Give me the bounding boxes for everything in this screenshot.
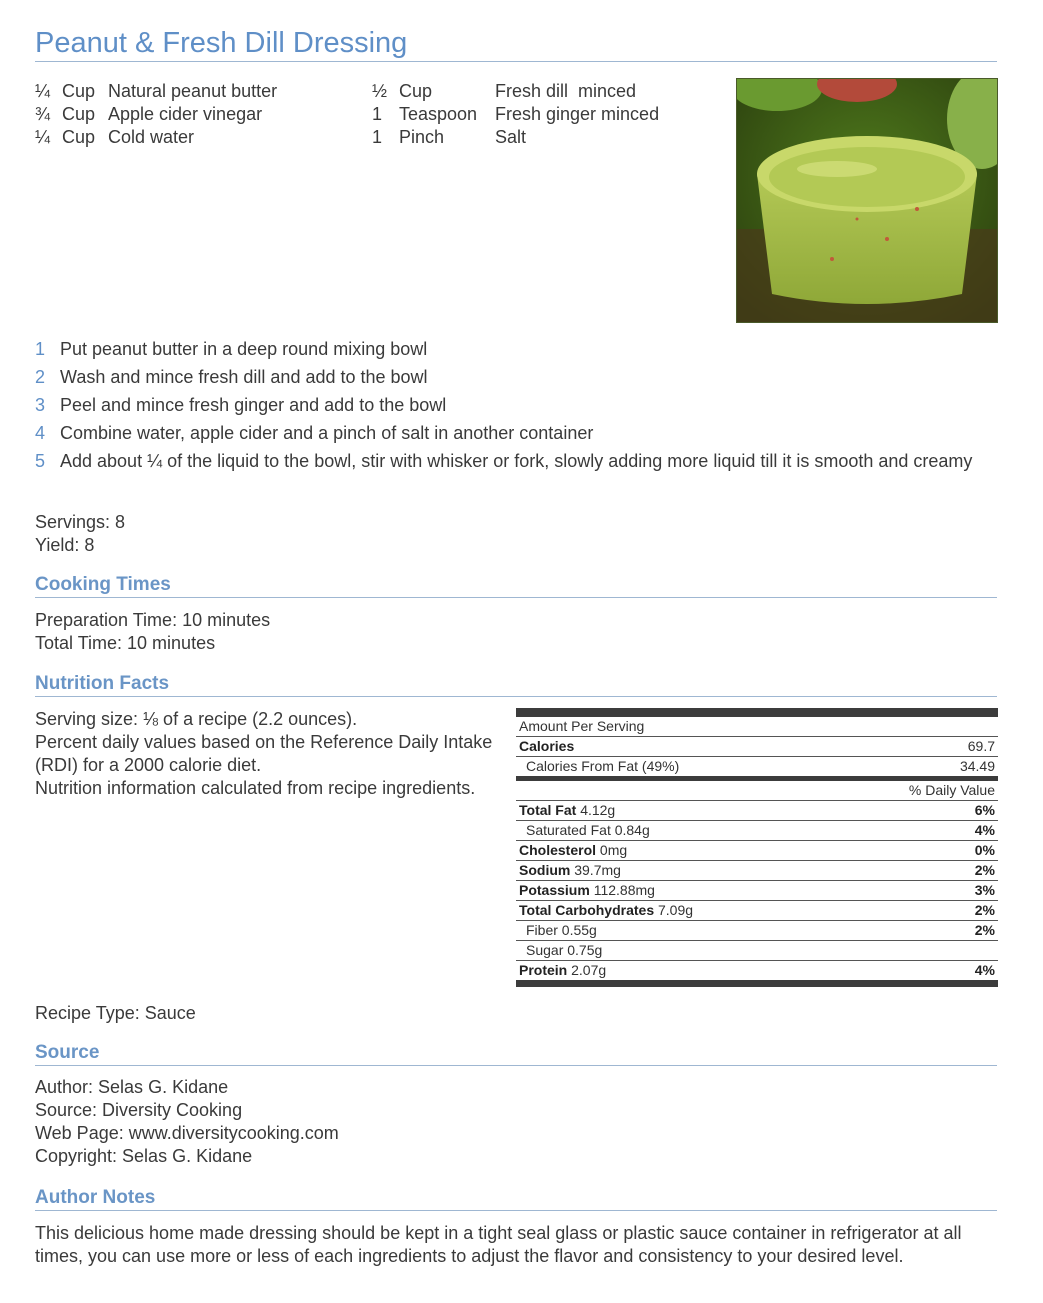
source-copyright: Copyright: Selas G. Kidane [35,1146,253,1166]
cooking-times-heading: Cooking Times [35,573,997,598]
nutrient-name: Sodium [519,862,571,878]
nutrient-name: Fiber [526,922,558,938]
daily-value-header-row [516,781,998,801]
prep-time: Preparation Time: 10 minutes [35,610,271,630]
serving-size: Serving size: ⅛ of a recipe (2.2 ounces). [35,709,358,729]
ingredient-row [35,80,277,103]
nutrient-amount: 112.88mg [593,882,655,898]
author-notes-heading: Author Notes [35,1186,997,1211]
instructions-list [35,338,995,478]
dressing-cup-image [737,79,997,322]
nutrition-heading: Nutrition Facts [35,672,997,697]
nutrient-label [519,821,650,840]
nutrient-row [516,861,998,881]
daily-value-header: % Daily Value [908,782,995,798]
nutrient-row [516,961,998,980]
nutrient-amount: 0.84g [614,822,650,838]
source-heading: Source [35,1041,997,1066]
nutrient-row [516,901,998,921]
nutrient-label [519,881,655,900]
nutrient-name: Total Fat [519,802,577,818]
source-name: Source: Diversity Cooking [35,1100,243,1120]
step-number: 4 [35,423,46,443]
calories-fat-label: Calories From Fat (49%) [526,758,680,774]
nutrient-daily-value: 2% [974,862,995,878]
nutrient-amount: 0mg [599,842,628,858]
calories-row [516,737,998,757]
nutrient-row [516,801,998,821]
calories-value: 69.7 [967,738,995,754]
nutrient-row [516,881,998,901]
ingredient-row [35,103,277,126]
nutrient-name: Saturated Fat [526,822,611,838]
calories-label: Calories [519,738,575,754]
nutrient-amount: 0.55g [561,922,597,938]
step-text: Add about ¼ of the liquid to the bowl, stir with whisker or fork, slowly adding more liquid till it is smooth and creamy [60,451,973,471]
amount-per-serving-row [516,717,998,737]
nutrient-daily-value: 0% [974,842,995,858]
ingredient-unit: Teaspoon [399,104,478,124]
step-number: 3 [35,395,46,415]
nutrition-notes [35,708,505,800]
ingredients-left [35,80,277,149]
step-text: Combine water, apple cider and a pinch of salt in another container [60,423,594,443]
ingredient-unit: Cup [62,81,96,101]
nutrient-name: Potassium [519,882,590,898]
source-web-page[interactable]: Web Page: www.diversitycooking.com [35,1123,339,1143]
instruction-step [35,394,995,416]
source-author: Author: Selas G. Kidane [35,1077,229,1097]
nutrient-name: Cholesterol [519,842,597,858]
ingredient-qty: ¼ [35,127,51,147]
ingredient-row [35,126,277,149]
nutrient-daily-value: 2% [974,922,995,938]
step-text: Put peanut butter in a deep round mixing bowl [60,339,428,359]
percent-note: Percent daily values based on the Reference Daily Intake (RDI) for a 2000 calorie diet. [35,732,493,775]
instruction-step [35,338,995,360]
instruction-step [35,450,995,472]
ingredient-qty: ¾ [35,104,51,124]
nutrient-label [519,961,606,980]
author-notes-text: This delicious home made dressing should be kept in a tight seal glass or plastic sauce container in refrigerator at all times, you can use more or less of each ingredients to adjust the flavor and consistency to your desired level. [35,1223,962,1266]
nutrient-amount: 39.7mg [574,862,621,878]
nutrient-amount: 0.75g [567,942,603,958]
step-number: 2 [35,367,46,387]
nutrient-label [519,841,627,860]
nutrient-name: Total Carbohydrates [519,902,655,918]
nutrient-label [519,861,621,880]
nutrient-label [519,921,597,940]
ingredient-unit: Pinch [399,127,445,147]
ingredient-row [372,126,659,149]
ingredient-item: Fresh dill minced [495,81,637,101]
ingredient-qty: 1 [372,127,383,147]
nutrient-amount: 2.07g [571,962,607,978]
nutrient-daily-value: 2% [974,902,995,918]
calc-note: Nutrition information calculated from recipe ingredients. [35,778,476,798]
recipe-title: Peanut & Fresh Dill Dressing [35,25,997,62]
ingredient-unit: Cup [62,127,96,147]
ingredient-qty: ½ [372,81,388,101]
total-time: Total Time: 10 minutes [35,633,216,653]
calories-fat-value: 34.49 [959,758,995,774]
ingredient-unit: Cup [62,104,96,124]
ingredient-row [372,80,659,103]
nutrient-amount: 4.12g [580,802,616,818]
instruction-step [35,422,995,444]
ingredient-qty: 1 [372,104,383,124]
ingredient-item: Natural peanut butter [108,81,278,101]
calories-fat-row [516,757,998,781]
nutrient-row [516,941,998,961]
nutrient-row [516,821,998,841]
dressing-photo [736,78,998,323]
step-text: Peel and mince fresh ginger and add to the bowl [60,395,447,415]
nutrition-table [516,708,998,987]
nutrient-row [516,841,998,861]
recipe-type: Recipe Type: Sauce [35,1003,196,1023]
nutrient-label [519,941,602,960]
ingredient-unit: Cup [399,81,433,101]
ingredient-item: Cold water [108,127,195,147]
nutrient-daily-value: 4% [974,962,995,978]
ingredients-right [372,80,659,149]
nutrient-name: Sugar [526,942,564,958]
instruction-step [35,366,995,388]
nutrient-label [519,801,615,820]
step-number: 1 [35,339,46,359]
nutrient-amount: 7.09g [658,902,694,918]
ingredient-item: Salt [495,127,527,147]
nutrient-rows [516,801,998,980]
nutrient-daily-value: 3% [974,882,995,898]
ingredient-item: Apple cider vinegar [108,104,263,124]
step-text: Wash and mince fresh dill and add to the bowl [60,367,428,387]
amount-per-serving: Amount Per Serving [519,718,645,734]
step-number: 5 [35,451,46,471]
ingredient-row [372,103,659,126]
nutrient-label [519,901,693,920]
nutrient-row [516,921,998,941]
nutrient-daily-value: 6% [974,802,995,818]
ingredient-item: Fresh ginger minced [495,104,660,124]
ingredient-qty: ¼ [35,81,51,101]
nutrient-name: Protein [519,962,568,978]
yield: Yield: 8 [35,535,95,555]
servings: Servings: 8 [35,512,126,532]
nutrient-daily-value: 4% [974,822,995,838]
